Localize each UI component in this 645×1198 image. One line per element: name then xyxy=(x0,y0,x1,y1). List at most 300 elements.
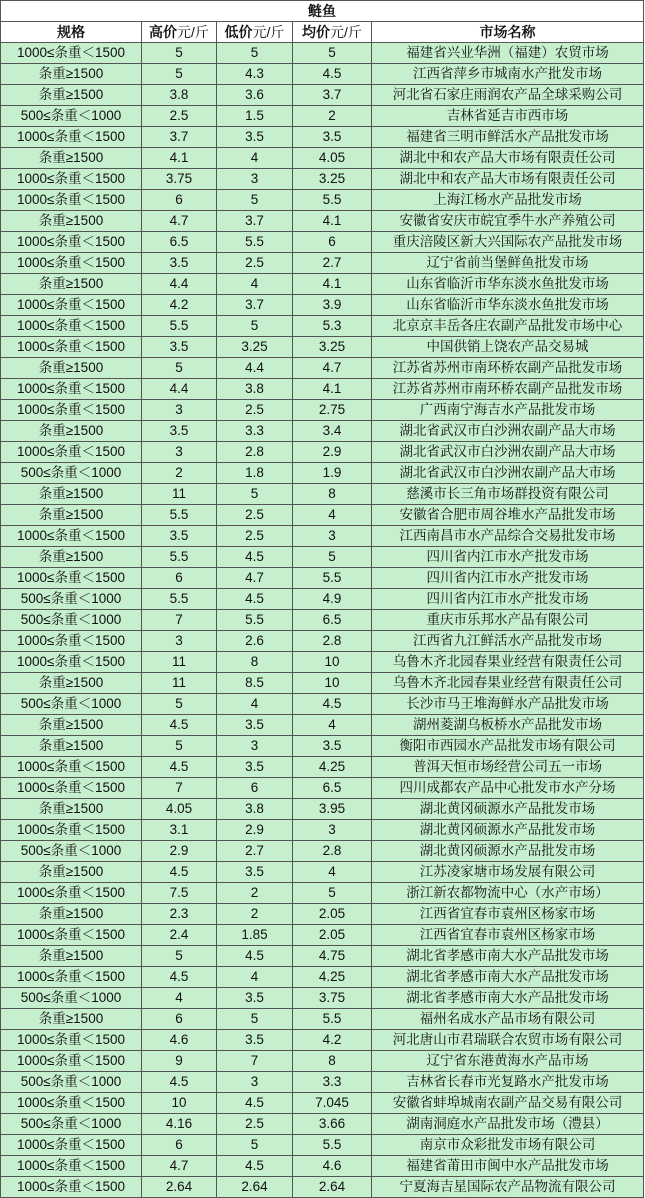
high-cell: 3 xyxy=(142,442,217,463)
spec-cell: 1000≤条重＜1500 xyxy=(1,127,142,148)
table-row xyxy=(1,358,644,379)
low-cell: 5 xyxy=(217,484,293,505)
table-row xyxy=(1,1177,644,1198)
spec-cell: 条重≥1500 xyxy=(1,1009,142,1030)
spec-cell: 500≤条重＜1000 xyxy=(1,1072,142,1093)
high-cell: 2.3 xyxy=(142,904,217,925)
spec-cell: 1000≤条重＜1500 xyxy=(1,379,142,400)
market-cell: 辽宁省前当堡鲜鱼批发市场 xyxy=(372,253,644,274)
low-cell: 2.6 xyxy=(217,631,293,652)
avg-cell: 3.7 xyxy=(293,85,372,106)
header-row xyxy=(1,22,644,43)
table-row xyxy=(1,1114,644,1135)
spec-cell: 1000≤条重＜1500 xyxy=(1,883,142,904)
market-cell: 湖州菱湖乌板桥水产品批发市场 xyxy=(372,715,644,736)
spec-cell: 1000≤条重＜1500 xyxy=(1,169,142,190)
low-cell: 3.8 xyxy=(217,799,293,820)
market-cell: 江西省宜春市袁州区杨家市场 xyxy=(372,904,644,925)
low-cell: 3.5 xyxy=(217,715,293,736)
avg-cell: 2.05 xyxy=(293,904,372,925)
market-cell: 湖北省孝感市南大水产品批发市场 xyxy=(372,988,644,1009)
table-row xyxy=(1,925,644,946)
table-row xyxy=(1,295,644,316)
spec-cell: 1000≤条重＜1500 xyxy=(1,442,142,463)
avg-cell: 3.3 xyxy=(293,1072,372,1093)
market-cell: 四川省内江市水产批发市场 xyxy=(372,589,644,610)
table-row xyxy=(1,589,644,610)
spec-cell: 条重≥1500 xyxy=(1,484,142,505)
spec-cell: 1000≤条重＜1500 xyxy=(1,967,142,988)
spec-cell: 条重≥1500 xyxy=(1,862,142,883)
table-row xyxy=(1,904,644,925)
table-row xyxy=(1,85,644,106)
low-cell: 5 xyxy=(217,1009,293,1030)
table-row xyxy=(1,190,644,211)
table-row xyxy=(1,253,644,274)
market-cell: 湖北省武汉市白沙洲农副产品大市场 xyxy=(372,463,644,484)
market-cell: 浙江新农都物流中心（水产市场） xyxy=(372,883,644,904)
avg-cell: 6.5 xyxy=(293,610,372,631)
market-cell: 福建省莆田市闽中水产品批发市场 xyxy=(372,1156,644,1177)
market-cell: 湖北黄冈硕源水产品批发市场 xyxy=(372,841,644,862)
avg-cell: 6.5 xyxy=(293,778,372,799)
spec-cell: 条重≥1500 xyxy=(1,547,142,568)
table-row xyxy=(1,862,644,883)
table-row xyxy=(1,778,644,799)
market-cell: 衡阳市西园水产品批发市场有限公司 xyxy=(372,736,644,757)
low-cell: 8 xyxy=(217,652,293,673)
high-cell: 5 xyxy=(142,43,217,64)
spec-cell: 条重≥1500 xyxy=(1,799,142,820)
low-cell: 8.5 xyxy=(217,673,293,694)
spec-cell: 1000≤条重＜1500 xyxy=(1,337,142,358)
table-row xyxy=(1,106,644,127)
high-cell: 4.1 xyxy=(142,148,217,169)
low-cell: 2.5 xyxy=(217,526,293,547)
header-avg xyxy=(293,22,372,43)
market-cell: 湖北中和农产品大市场有限责任公司 xyxy=(372,148,644,169)
avg-cell: 10 xyxy=(293,673,372,694)
spec-cell: 条重≥1500 xyxy=(1,358,142,379)
avg-cell: 2.8 xyxy=(293,631,372,652)
spec-cell: 条重≥1500 xyxy=(1,421,142,442)
low-cell: 5 xyxy=(217,43,293,64)
low-cell: 1.8 xyxy=(217,463,293,484)
high-cell: 3 xyxy=(142,400,217,421)
spec-cell: 1000≤条重＜1500 xyxy=(1,526,142,547)
high-cell: 5.5 xyxy=(142,547,217,568)
spec-cell: 1000≤条重＜1500 xyxy=(1,652,142,673)
avg-cell: 1.9 xyxy=(293,463,372,484)
table-body xyxy=(1,43,644,1198)
high-cell: 2.4 xyxy=(142,925,217,946)
avg-cell: 10 xyxy=(293,652,372,673)
low-cell: 4 xyxy=(217,274,293,295)
spec-cell: 条重≥1500 xyxy=(1,211,142,232)
avg-cell: 4 xyxy=(293,715,372,736)
table-row xyxy=(1,820,644,841)
table-row xyxy=(1,64,644,85)
table-row xyxy=(1,1009,644,1030)
spec-cell: 500≤条重＜1000 xyxy=(1,589,142,610)
table-row xyxy=(1,799,644,820)
high-cell: 5 xyxy=(142,694,217,715)
high-cell: 4.05 xyxy=(142,799,217,820)
market-cell: 福建省兴业华洲（福建）农贸市场 xyxy=(372,43,644,64)
table-row xyxy=(1,1135,644,1156)
avg-cell: 4.7 xyxy=(293,358,372,379)
avg-cell: 4.25 xyxy=(293,757,372,778)
high-cell: 5 xyxy=(142,358,217,379)
table-row xyxy=(1,421,644,442)
table-row xyxy=(1,463,644,484)
market-cell: 湖北黄冈硕源水产品批发市场 xyxy=(372,799,644,820)
header-market: 市场名称 xyxy=(372,22,644,43)
table-row xyxy=(1,1051,644,1072)
low-cell: 4.4 xyxy=(217,358,293,379)
spec-cell: 1000≤条重＜1500 xyxy=(1,232,142,253)
avg-cell: 5 xyxy=(293,883,372,904)
avg-cell: 3.9 xyxy=(293,295,372,316)
table-row xyxy=(1,442,644,463)
market-cell: 四川成都农产品中心批发市水产分场 xyxy=(372,778,644,799)
low-cell: 3.8 xyxy=(217,379,293,400)
table-row xyxy=(1,232,644,253)
low-cell: 2.5 xyxy=(217,400,293,421)
avg-cell: 4.25 xyxy=(293,967,372,988)
high-cell: 2 xyxy=(142,463,217,484)
market-cell: 湖北省孝感市南大水产品批发市场 xyxy=(372,967,644,988)
low-cell: 4.5 xyxy=(217,547,293,568)
header-low xyxy=(217,22,293,43)
high-cell: 4.16 xyxy=(142,1114,217,1135)
avg-cell: 2 xyxy=(293,106,372,127)
low-cell: 4 xyxy=(217,148,293,169)
high-cell: 4.7 xyxy=(142,211,217,232)
avg-cell: 2.7 xyxy=(293,253,372,274)
spec-cell: 1000≤条重＜1500 xyxy=(1,1177,142,1198)
high-cell: 3.8 xyxy=(142,85,217,106)
market-cell: 四川省内江市水产批发市场 xyxy=(372,568,644,589)
table-row xyxy=(1,883,644,904)
avg-cell: 5.5 xyxy=(293,1135,372,1156)
market-cell: 湖北中和农产品大市场有限责任公司 xyxy=(372,169,644,190)
market-cell: 安徽省合肥市周谷堆水产品批发市场 xyxy=(372,505,644,526)
spec-cell: 500≤条重＜1000 xyxy=(1,610,142,631)
table-row xyxy=(1,505,644,526)
high-cell: 4.5 xyxy=(142,967,217,988)
low-cell: 4 xyxy=(217,694,293,715)
spec-cell: 条重≥1500 xyxy=(1,715,142,736)
high-cell: 3.5 xyxy=(142,337,217,358)
table-row xyxy=(1,526,644,547)
market-cell: 广西南宁海吉水产品批发市场 xyxy=(372,400,644,421)
avg-cell: 3.25 xyxy=(293,337,372,358)
market-cell: 重庆市乐邦水产品有限公司 xyxy=(372,610,644,631)
spec-cell: 1000≤条重＜1500 xyxy=(1,253,142,274)
spec-cell: 条重≥1500 xyxy=(1,148,142,169)
high-cell: 4.2 xyxy=(142,295,217,316)
avg-cell: 5.3 xyxy=(293,316,372,337)
low-cell: 6 xyxy=(217,778,293,799)
table-row xyxy=(1,337,644,358)
high-cell: 4.5 xyxy=(142,1072,217,1093)
market-cell: 吉林省长春市光复路水产批发市场 xyxy=(372,1072,644,1093)
high-cell: 3.5 xyxy=(142,526,217,547)
market-cell: 江西省九江鲜活水产品批发市场 xyxy=(372,631,644,652)
high-cell: 2.9 xyxy=(142,841,217,862)
table-row xyxy=(1,127,644,148)
market-cell: 湖北省武汉市白沙洲农副产品大市场 xyxy=(372,442,644,463)
high-cell: 5.5 xyxy=(142,589,217,610)
spec-cell: 条重≥1500 xyxy=(1,274,142,295)
avg-cell: 3.5 xyxy=(293,127,372,148)
low-cell: 4.5 xyxy=(217,589,293,610)
avg-cell: 3.5 xyxy=(293,736,372,757)
market-cell: 中国供销上饶农产品交易城 xyxy=(372,337,644,358)
spec-cell: 1000≤条重＜1500 xyxy=(1,757,142,778)
high-cell: 3 xyxy=(142,631,217,652)
table-row xyxy=(1,211,644,232)
spec-cell: 1000≤条重＜1500 xyxy=(1,778,142,799)
market-cell: 江苏省苏州市南环桥农副产品批发市场 xyxy=(372,358,644,379)
high-cell: 7 xyxy=(142,778,217,799)
high-cell: 5 xyxy=(142,64,217,85)
low-cell: 3.25 xyxy=(217,337,293,358)
high-cell: 6.5 xyxy=(142,232,217,253)
market-cell: 山东省临沂市华东淡水鱼批发市场 xyxy=(372,295,644,316)
high-cell: 11 xyxy=(142,652,217,673)
table-row xyxy=(1,1030,644,1051)
avg-cell: 4.1 xyxy=(293,211,372,232)
table-row xyxy=(1,841,644,862)
avg-cell: 7.045 xyxy=(293,1093,372,1114)
low-cell: 3.7 xyxy=(217,211,293,232)
high-cell: 11 xyxy=(142,673,217,694)
table-row xyxy=(1,610,644,631)
market-cell: 辽宁省东港黄海水产品市场 xyxy=(372,1051,644,1072)
avg-cell: 2.05 xyxy=(293,925,372,946)
high-cell: 4.5 xyxy=(142,715,217,736)
spec-cell: 条重≥1500 xyxy=(1,673,142,694)
spec-cell: 1000≤条重＜1500 xyxy=(1,1156,142,1177)
low-cell: 5 xyxy=(217,316,293,337)
spec-cell: 1000≤条重＜1500 xyxy=(1,295,142,316)
low-cell: 2.8 xyxy=(217,442,293,463)
spec-cell: 条重≥1500 xyxy=(1,946,142,967)
spec-cell: 1000≤条重＜1500 xyxy=(1,1135,142,1156)
market-cell: 山东省临沂市华东淡水鱼批发市场 xyxy=(372,274,644,295)
market-cell: 湖北黄冈硕源水产品批发市场 xyxy=(372,820,644,841)
header-low-unit: 元/斤 xyxy=(252,24,285,40)
avg-cell: 3.4 xyxy=(293,421,372,442)
avg-cell: 2.9 xyxy=(293,442,372,463)
market-cell: 福州名成水产品市场有限公司 xyxy=(372,1009,644,1030)
low-cell: 1.85 xyxy=(217,925,293,946)
spec-cell: 1000≤条重＜1500 xyxy=(1,1093,142,1114)
header-spec: 规格 xyxy=(1,22,142,43)
spec-cell: 500≤条重＜1000 xyxy=(1,106,142,127)
low-cell: 2 xyxy=(217,904,293,925)
table-row xyxy=(1,484,644,505)
low-cell: 2.5 xyxy=(217,505,293,526)
low-cell: 3.6 xyxy=(217,85,293,106)
avg-cell: 4.1 xyxy=(293,274,372,295)
table-row xyxy=(1,568,644,589)
header-avg-label: 均价 xyxy=(302,24,331,40)
spec-cell: 1000≤条重＜1500 xyxy=(1,43,142,64)
table-row xyxy=(1,400,644,421)
low-cell: 4.7 xyxy=(217,568,293,589)
header-avg-unit: 元/斤 xyxy=(330,24,362,40)
avg-cell: 4 xyxy=(293,862,372,883)
table-row xyxy=(1,547,644,568)
spec-cell: 1000≤条重＜1500 xyxy=(1,568,142,589)
spec-cell: 500≤条重＜1000 xyxy=(1,694,142,715)
spec-cell: 1000≤条重＜1500 xyxy=(1,925,142,946)
low-cell: 3.5 xyxy=(217,757,293,778)
market-cell: 宁夏海吉星国际农产品物流有限公司 xyxy=(372,1177,644,1198)
high-cell: 3.75 xyxy=(142,169,217,190)
low-cell: 3.5 xyxy=(217,1030,293,1051)
header-high-unit: 元/斤 xyxy=(177,24,209,40)
market-cell: 福建省三明市鲜活水产品批发市场 xyxy=(372,127,644,148)
high-cell: 4.5 xyxy=(142,757,217,778)
avg-cell: 6 xyxy=(293,232,372,253)
table-row xyxy=(1,694,644,715)
spec-cell: 1000≤条重＜1500 xyxy=(1,1051,142,1072)
avg-cell: 4.75 xyxy=(293,946,372,967)
market-cell: 长沙市马王堆海鲜水产品批发市场 xyxy=(372,694,644,715)
avg-cell: 3.25 xyxy=(293,169,372,190)
table-row xyxy=(1,988,644,1009)
low-cell: 3.5 xyxy=(217,127,293,148)
avg-cell: 5.5 xyxy=(293,1009,372,1030)
avg-cell: 8 xyxy=(293,1051,372,1072)
avg-cell: 2.75 xyxy=(293,400,372,421)
spec-cell: 1000≤条重＜1500 xyxy=(1,400,142,421)
low-cell: 1.5 xyxy=(217,106,293,127)
market-cell: 四川省内江市水产批发市场 xyxy=(372,547,644,568)
avg-cell: 8 xyxy=(293,484,372,505)
avg-cell: 4.1 xyxy=(293,379,372,400)
header-low-label: 低价 xyxy=(224,24,253,40)
table-row xyxy=(1,316,644,337)
spec-cell: 1000≤条重＜1500 xyxy=(1,190,142,211)
low-cell: 3 xyxy=(217,1072,293,1093)
high-cell: 4.4 xyxy=(142,274,217,295)
market-cell: 江西省萍乡市城南水产批发市场 xyxy=(372,64,644,85)
market-cell: 北京京丰岳各庄农副产品批发市场中心 xyxy=(372,316,644,337)
table-row xyxy=(1,169,644,190)
low-cell: 3 xyxy=(217,736,293,757)
avg-cell: 4.5 xyxy=(293,694,372,715)
spec-cell: 500≤条重＜1000 xyxy=(1,1114,142,1135)
table-row xyxy=(1,1093,644,1114)
low-cell: 4 xyxy=(217,967,293,988)
table-title: 鲢鱼 xyxy=(1,1,644,22)
spec-cell: 1000≤条重＜1500 xyxy=(1,631,142,652)
table-row xyxy=(1,736,644,757)
high-cell: 2.5 xyxy=(142,106,217,127)
avg-cell: 4.05 xyxy=(293,148,372,169)
high-cell: 4.5 xyxy=(142,862,217,883)
market-cell: 乌鲁木齐北园春果业经营有限责任公司 xyxy=(372,673,644,694)
high-cell: 6 xyxy=(142,190,217,211)
low-cell: 5 xyxy=(217,1135,293,1156)
high-cell: 10 xyxy=(142,1093,217,1114)
market-cell: 湖南洞庭水产品批发市场（澧县） xyxy=(372,1114,644,1135)
high-cell: 4 xyxy=(142,988,217,1009)
low-cell: 5 xyxy=(217,190,293,211)
avg-cell: 4.2 xyxy=(293,1030,372,1051)
low-cell: 3.7 xyxy=(217,295,293,316)
high-cell: 6 xyxy=(142,568,217,589)
market-cell: 江西省宜春市袁州区杨家市场 xyxy=(372,925,644,946)
low-cell: 2.5 xyxy=(217,1114,293,1135)
avg-cell: 3.75 xyxy=(293,988,372,1009)
market-cell: 湖北省武汉市白沙洲农副产品大市场 xyxy=(372,421,644,442)
high-cell: 7.5 xyxy=(142,883,217,904)
high-cell: 3.1 xyxy=(142,820,217,841)
market-cell: 安徽省蚌埠城南农副产品交易有限公司 xyxy=(372,1093,644,1114)
table-row xyxy=(1,652,644,673)
market-cell: 河北省石家庄雨润农产品全球采购公司 xyxy=(372,85,644,106)
high-cell: 6 xyxy=(142,1009,217,1030)
table-row xyxy=(1,946,644,967)
header-high-label: 高价 xyxy=(149,24,178,40)
high-cell: 4.6 xyxy=(142,1030,217,1051)
table-row xyxy=(1,715,644,736)
avg-cell: 3.95 xyxy=(293,799,372,820)
spec-cell: 1000≤条重＜1500 xyxy=(1,820,142,841)
low-cell: 3.3 xyxy=(217,421,293,442)
high-cell: 5.5 xyxy=(142,316,217,337)
market-cell: 湖北省孝感市南大水产品批发市场 xyxy=(372,946,644,967)
table-row xyxy=(1,757,644,778)
avg-cell: 5 xyxy=(293,43,372,64)
avg-cell: 3 xyxy=(293,820,372,841)
low-cell: 2.9 xyxy=(217,820,293,841)
avg-cell: 5.5 xyxy=(293,568,372,589)
table-row xyxy=(1,43,644,64)
market-cell: 吉林省延吉市西市场 xyxy=(372,106,644,127)
table-row xyxy=(1,148,644,169)
spec-cell: 1000≤条重＜1500 xyxy=(1,316,142,337)
low-cell: 4.3 xyxy=(217,64,293,85)
low-cell: 4.5 xyxy=(217,1093,293,1114)
low-cell: 3.5 xyxy=(217,862,293,883)
avg-cell: 4 xyxy=(293,505,372,526)
avg-cell: 2.64 xyxy=(293,1177,372,1198)
avg-cell: 5.5 xyxy=(293,190,372,211)
low-cell: 2.7 xyxy=(217,841,293,862)
low-cell: 4.5 xyxy=(217,946,293,967)
high-cell: 7 xyxy=(142,610,217,631)
market-cell: 乌鲁木齐北园春果业经营有限责任公司 xyxy=(372,652,644,673)
low-cell: 2 xyxy=(217,883,293,904)
market-cell: 河北唐山市君瑞联合农贸市场有限公司 xyxy=(372,1030,644,1051)
low-cell: 3 xyxy=(217,169,293,190)
low-cell: 4.5 xyxy=(217,1156,293,1177)
high-cell: 4.4 xyxy=(142,379,217,400)
market-cell: 上海江杨水产品批发市场 xyxy=(372,190,644,211)
high-cell: 6 xyxy=(142,1135,217,1156)
high-cell: 5 xyxy=(142,946,217,967)
high-cell: 5 xyxy=(142,736,217,757)
low-cell: 3.5 xyxy=(217,988,293,1009)
high-cell: 3.7 xyxy=(142,127,217,148)
